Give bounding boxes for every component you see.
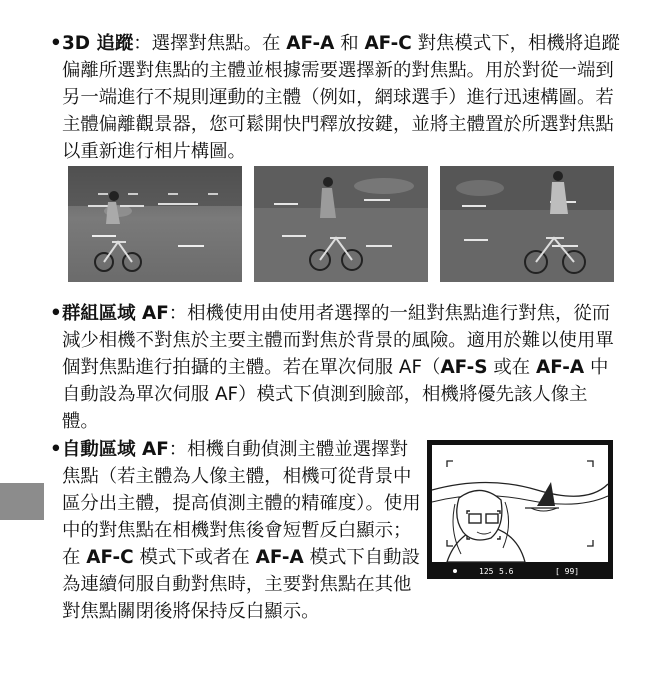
term-auto-area-af: 自動區域 AF [62, 439, 169, 460]
bullet: • [50, 33, 62, 54]
section-3d-tracking [50, 30, 620, 165]
cyclist-photo-2 [254, 166, 428, 282]
mode-af-a: AF-A [286, 33, 335, 54]
chapter-tab [0, 483, 44, 520]
text: 模式下或者在 [133, 547, 256, 568]
photo-sequence [68, 166, 622, 282]
float-spacer [425, 436, 620, 578]
text: 或在 [487, 357, 537, 378]
text: ：選擇對焦點。在 [133, 33, 287, 54]
text: 中自動設為單次伺服 AF）模式下偵測到臉部，相機將優先該人像主體。 [62, 357, 609, 432]
bullet: • [50, 303, 62, 324]
cyclist-photo-3 [440, 166, 614, 282]
mode-af-a: AF-A [255, 547, 304, 568]
mode-af-s: AF-S [440, 357, 488, 378]
shutter-speed: 125 [479, 567, 494, 576]
section-auto-area-af [50, 436, 620, 625]
aperture: 5.6 [499, 567, 514, 576]
mode-af-a: AF-A [536, 357, 585, 378]
bullet: • [50, 439, 62, 460]
cyclist-photo-1 [68, 166, 242, 282]
term-3d-tracking: 3D 追蹤 [62, 33, 134, 54]
term-group-area-af: 群組區域 AF [62, 303, 169, 324]
text: 和 [334, 33, 365, 54]
text: 模式下自動設為連續伺服自動對焦時，主要對焦點在其他對焦點關閉後將保持反白顯示。 [62, 547, 420, 622]
text: ：相機使用由使用者選擇的一組對焦點進行對焦，從而減少相機不對焦於主要主體而對焦於背景的風險。適用於難以使用單個對焦點進行拍攝的主體。若在單次伺服 AF（ [62, 303, 614, 378]
mode-af-c: AF-C [364, 33, 412, 54]
section-group-area-af [50, 300, 620, 435]
text: ：相機自動偵測主體並選擇對焦點（若主體為人像主體，相機可從背景中區分出主體，提高偵測主體的精確度）。使用中的對焦點在相機對焦後會短暫反白顯示；在 [62, 439, 421, 568]
mode-af-c: AF-C [86, 547, 134, 568]
text: 對焦模式下，相機將追蹤偏離所選對焦點的主體並根據需要選擇新的對焦點。用於對從一端到另一端進行不規則運動的主體（例如，網球選手）進行迅速構圖。若主體偏離觀景器，您可鬆開快門釋放按鍵，並將主體置於所選對焦點以重新進行相片構圖。 [62, 33, 620, 162]
frames-remaining: [ 99] [555, 567, 580, 576]
